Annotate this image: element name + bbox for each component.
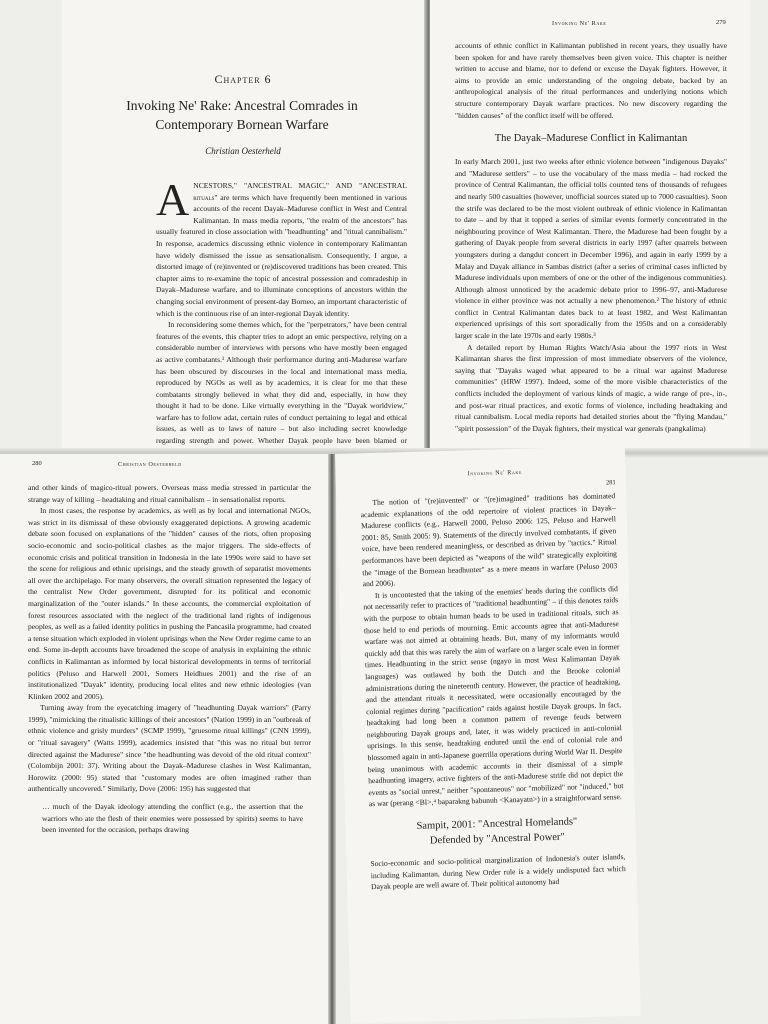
page-body: [455, 40, 727, 434]
page-number: 279: [716, 19, 726, 26]
page-281: [335, 446, 641, 1024]
chapter-title: Invoking Ne' Rake: Ancestral Comrades in Contemporary Bornean Warfare: [126, 98, 358, 132]
running-head: Christian Oesterheld: [118, 461, 182, 468]
intro-paragraph: ANCESTORS," "ANCESTRAL MAGIC," AND "ANCESTRAL rituals" are terms which have frequently been mentioned in various accounts of the recent Dayak–Madurese conflict in West and Central Kalimantan. In mass media reports, "the realm of the ancestors" has usually featured in close association with "headhunting" and "ritual cannibalism." In response, academics discussing ethnic violence in contemporary Kalimantan have widely dismissed the issue as sensationalism. Consequently, I argue, a distorted image of (re)invented or (re)discovered traditions has been created. This chapter aims to re-examine the topic of ancestral possession and comradeship in Dayak–Madurese warfare, and to illuminate conceptions of ancestors within the changing social environment of present-day Borneo, an important characteristic of which is the continuous rise of an inter-regional Dayak identity.: [156, 174, 407, 318]
paragraph: In most cases, the response by academics, as well as by local and international NGOs, was strict in its dismissal of these obviously exaggerated depictions. A growing academic debate soon focused on explanations of the "hidden" causes of the riots, often proposing socio-economic and socio-political clashes as the major triggers. The side-effects of economic crisis and political transition in Indonesia in the late 1990s were said to have set the scene for religious and ethnic uprisings, and the steady growth of separatist movements all over the archipelago. For many observers, the overall situation represented the legacy of the centralist New Order government, disrupted for its political and economic marginalization of the "outer islands." In these accounts, the commercial exploitation of forest resources associated with the neglect of the traditional land rights of indigenous peoples, as well as a failed identity politics in pushing the Pancasila programme, had created a tense situation which exploded in violent uprisings when the New Order regime came to an end. Some in-depth accounts have broadened the scope of analysis in explaining the ethnic conflicts in Kalimantan as informed by local historical developments in terms of territorial politics (Peluso and Harwell 2001, Somers Heidhues 2001) and the rise of an institutionalized "Dayak" identity, producing local elites and new ethnic ideologies (van Klinken 2002 and 2005).: [28, 506, 311, 701]
paragraph: A detailed report by Human Rights Watch/Asia about the 1997 riots in West Kalimantan shares the first impression of most immediate observers of the violence, saying that "Dayaks waged what appeared to be a ritual war against Madurese communities" (HRW 1997). Indeed, some of the more visible characteristics of the conflicts included the deployment of various kinds of magic, a wide range of pre-, in-, and post-war ritual practices, and exotic forms of violence, including headtaking and ritual cannibalism. Local media reports had detailed stories about the "flying Mandau," "spirit possession" of the Dayak fighters, their mystical war generals (pangkalima): [455, 342, 727, 433]
paragraph: The notion of "(re)invented" or "(re)imagined" traditions has dominated academic explanations of the odd repertoire of violent practices in Dayak–Madurese conflicts (e.g., Harwell 2000, Peluso 2006: 125, Peluso and Harwell 2001: 85, Smith 2005: 9). Statements of the directly involved combatants, if given voice, have been rendered meaningless, or described as driven by "tactics." Ritual performances have been depicted as "weapons of the wild" strategically exploiting the "image of the Bornean headhunter" as a mere means in warfare (Peluso 2003 and 2006).: [360, 491, 618, 589]
paragraph: Turning away from the eyecatching imagery of "headhunting Dayak warriors" (Parry 1999), "mimicking the ritualistic killings of their ancestors" (Nation 1999) in an "outbreak of ethnic violence and grisly murders" (SCMP 1999), "gruesome ritual killings" (CNN 1999), or "ritual savagery" (Watts 1999), academics insisted that "this was no ritual but terror directed against the Madurese" since "the headhunting was devoid of the old ritual context" (Colombijn 2001: 37). Writing about the Dayak–Madurese clashes in West Kalimantan, Horowitz (2000: 95) stated that "customary modes are often imagined rather than authentically uncovered." Similarly, Dove (2006: 195) has suggested that: [28, 703, 311, 794]
paragraph: accounts of ethnic conflict in Kalimantan published in recent years, they usually have been spoken for and have rarely themselves been given voice. This chapter is neither written to accuse and blame, nor to defend or excuse the Dayak fighters. However, it aims to provide an emic understanding of the ongoing debate, backed by an anthropological analysis of the ritual performances and underlying notions which structure contemporary Dayak warfare practices. No new discovery regarding the "hidden causes" of the conflict itself will be offered.: [455, 41, 727, 120]
section-heading: The Dayak–Madurese Conflict in Kalimantan: [494, 133, 688, 145]
paragraph: In reconsidering some themes which, for the "perpetrators," have been central features of the events, this chapter tries to adopt an emic perspective, relying on a considerable number of interviews with persons who have mostly been engaged as active combatants.¹ Although their performance during anti-Madurese warfare has been obscured by discourses in the local and international mass media, reproduced by NGOs as well as by academics, it is clear for me that these combatants strongly believed in what they did and, especially, in how they thought it had to be done. Like virtually everything in the "Dayak worldview," warfare has to follow adat, certain rules of conduct pertaining to legal and ethical issues, as well as to laws of nature – but also including secret knowledge regarding strength and power. Whether Dayak people have been blamed or: [156, 320, 407, 446]
running-head: Invoking Ne' Rake: [467, 468, 523, 478]
running-head: Invoking Ne' Rake: [552, 20, 607, 27]
section-heading: Sampit, 2001: "Ancestral Homelands": [416, 816, 578, 832]
page-number: 281: [605, 479, 616, 487]
drop-cap: A: [156, 174, 190, 225]
chapter-author: Christian Oesterheld: [205, 146, 281, 156]
block-quote: … much of the Dayak ideology attending the conflict (e.g., the assertion that the warriors who ate the flesh of their enemies were possessed by spirits) seems to have been invented for the occasion, perhaps drawing: [42, 802, 303, 835]
page-number: 280: [32, 460, 42, 467]
book-gutter: [328, 454, 336, 1024]
page-279-left: [62, 0, 424, 454]
paragraph: It is uncontested that the taking of the enemies' heads during the conflicts did not necessarily refer to practices of "traditional headhunting" – if this denotes raids with the purpose to obtain human heads to be used in traditional rituals, such as those held to end periods of mourning. Emic accounts agree that anti-Madurese warfare was not aimed at obtaining heads. But, many of my informants would quickly add that this was rarely the aim of warfare on a larger scale even in former times. Headhunting in the strict sense (ngayo in most West Kalimantan Dayak languages) was outlawed by both the Dutch and the Brooke colonial administrations during the nineteenth century. However, the practice of headtaking, and the attendant rituals it necessitated, were occasionally encouraged by the colonial regimes during "pacification" raids against hostile Dayak groups. In fact, headtaking had long been a common pattern of revenge feuds between neighbouring Dayak groups and, later, it was widely practiced in anti-colonial uprisings. In this sense, headtaking endured until the end of colonial rule and blossomed again in anti-Japanese guerrilla operations during World War II. Despite being unanimous with academic accounts in their dismissal of a simple headhunting imagery, active fighters of the anti-Madurese strife did not depict the events as "social unrest," neither "spontaneous" nor "mobilized" nor "induced," but as war (perang <BI>,⁴ baparakng babunuh <Kanayatn>) in a straightforward sense.: [363, 583, 624, 809]
page-279-right: [430, 0, 750, 454]
page-body: [360, 490, 626, 893]
paragraph: In early March 2001, just two weeks after ethnic violence between "indigenous Dayaks" and "Madurese settlers" – to use the vocabulary of the mass media – had rocked the province of Central Kalimantan, the official tolls counted tens of thousands of refugees and nearly 500 casualties (however, unofficial sources stated up to 7000 casualties). Soon the strife was declared to be the most violent outbreak of ethnic violence in Kalimantan to date – and by that it topped a series of similar events formerly concentrated in the neighbouring province of West Kalimantan. There, the Madurese had been fought by a gathering of Dayak people from several districts in early 1997 (after quarrels between youngsters during a dangdut concert in December 1996), and again in early 1999 by a Malay and Dayak alliance in Sambas district (after a series of criminal cases inflicted by Madurese individuals upon members of one or the other of the indigenous communities). Although almost unnoticed by the academic debate prior to 1996–97, anti-Madurese violence in either province was not actually a new phenomenon.² The history of ethnic conflict in Central Kalimantan dates back to at least 1982, and West Kalimantan experienced uprisings of this sort sporadically from the 1950s and on a considerably larger scale in the late 1970s and early 1980s.³: [455, 157, 728, 341]
paragraph: Socio-economic and socio-political marginalization of Indonesia's outer islands, including Kalimantan, during New Order rule is a widely undisputed fact which Dayak people are well aware of. Their political autonomy had: [370, 852, 626, 892]
chapter-label: Chapter 6: [214, 72, 272, 86]
chapter-body: [156, 174, 407, 454]
section-heading: Defended by "Ancestral Power": [429, 831, 565, 847]
page-body: [28, 482, 311, 836]
page-280: [0, 454, 330, 1024]
paragraph: and other kinds of magico-ritual powers. Overseas mass media stressed in particular the strange way of killing – headtaking and ritual cannibalism – in sensationalist reports.: [28, 483, 311, 504]
